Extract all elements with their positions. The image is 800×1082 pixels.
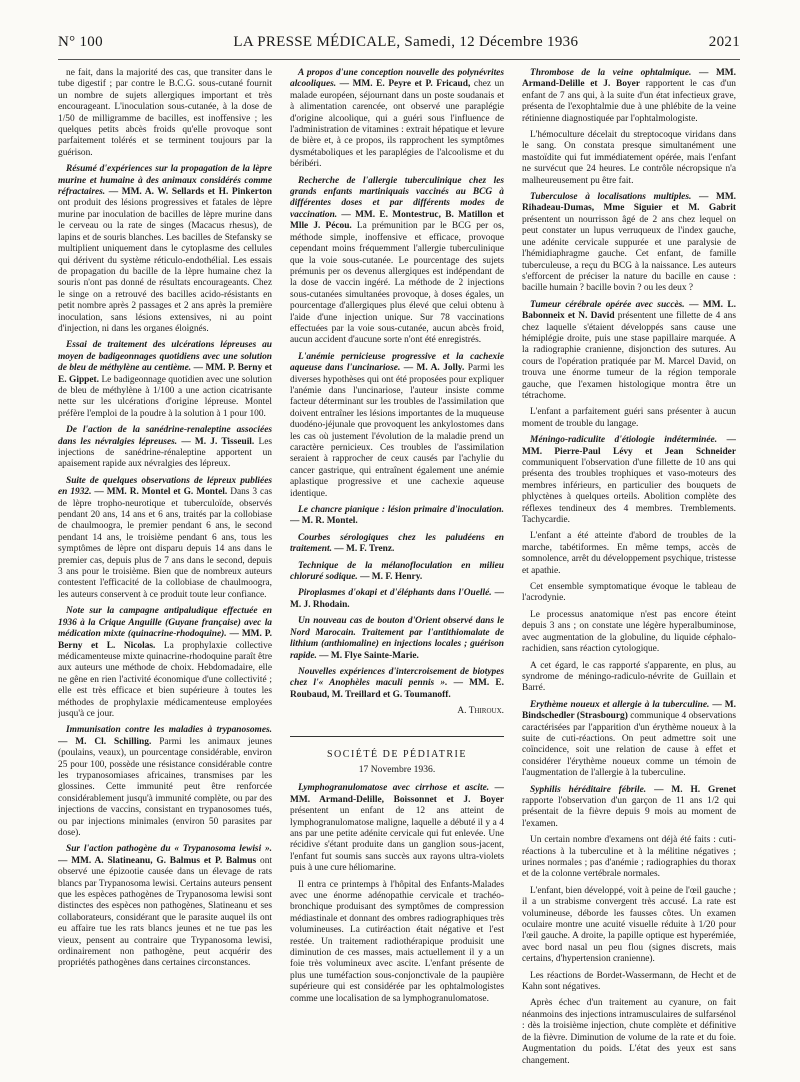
article: [290, 176, 504, 347]
article-title: Note sur la campagne antipaludique effectuée en 1936 à la Crique Anguille (Guyane française) avec la médication mixte (quinacrine-rhodoquine).: [58, 606, 272, 640]
article-title: Essai de traitement des ulcérations lépreuses au moyen de badigeonnages quotidiens avec une solution de bleu de méthylène au centième.: [58, 340, 272, 374]
paragraph: A cet égard, le cas rapporté s'apparente, en plus, au syndrome de méningo-radiculo-névrite de Guillain et Barré.: [522, 660, 736, 694]
article: [58, 340, 272, 420]
article-title: Méningo-radiculite d'étiologie indéterminée.: [530, 435, 718, 446]
paragraph: ne fait, dans la majorité des cas, que transiter dans le tube digestif ; par contre le B.C.G. sous-cutané fournit un nombre de sujets allergiques important et très encourageant. L'inoculation sous-cutanée, à la dose de 1/50 de milligramme de bacilles, est inoffensive ; les quelques petits abcès froids qu'elle provoque sont parfaitement tolérés et se terminent toujours par la guérison.: [58, 68, 272, 158]
article-authors: — MM. L. Babonneix et N. David: [522, 299, 736, 322]
journal-title: LA PRESSE MÉDICALE, Samedi, 12 Décembre 1936: [233, 34, 579, 50]
article: [58, 844, 272, 969]
article-text: communiquent l'observation d'une fillette de 10 ans qui présenta des troubles trophiques et vaso-moteurs des membres inférieurs, en particulier des bouquets de phlyctènes à quelques orteils. Abolition complète des réflexes tendineux des 4 membres. Tremblements. Tachycardie.: [522, 458, 736, 526]
article-title: Courbes sérologiques chez les paludéens en traitement.: [290, 532, 504, 555]
article: [522, 192, 736, 295]
article-columns: [58, 60, 740, 1073]
article-text: La prémunition par le BCG per os, méthode simple, inoffensive et efficace, provoque cependant moins fréquemment l'allergie tuberculinique que la voie sous-cutanée. Le pourcentage des sujets prémunis per os devenus allergiques est indépendant de la dose de vaccin ingéré. La méthode de 2 injections sous-cutanées simultanées provoque, à doses égales, un pourcentage d'allergiques plus élevé que celui obtenu à l'aide d'une injection unique. Sur 78 vaccinations effectuées par la voie sous-cutanée, aucun abcès froid, aucun accident d'aucune sorte n'ont été enregistrés.: [290, 221, 504, 346]
column-middle: [290, 68, 504, 1073]
section-heading: SOCIÉTÉ DE PÉDIATRIE: [290, 736, 504, 760]
article-title: Erythème noueux et allergie à la tuberculine.: [530, 699, 710, 710]
article-authors: — MM. A. Slatineanu, G. Balmus et P. Balmus: [58, 855, 257, 866]
article-authors: — M. R. Montel.: [290, 516, 358, 527]
article: [290, 68, 504, 171]
column-left: [58, 68, 272, 1073]
paragraph: L'enfant, bien développé, voit à peine de l'œil gauche ; il a un strabisme convergent très accusé. La rate est volumineuse, déborde les fausses côtes. Un examen oculaire montre une acuité visuelle réduite à 1/20 pour l'œil gauche. A droite, la papille optique est hyperémiée, avec bord nasal un peu flou (signes discrets, mais certains, d'hypertension cranienne).: [522, 885, 736, 965]
paragraph: L'hémoculture décelait du streptocoque viridans dans le sang. On constata presque simultanément une mastoïdite qui fut immédiatement opérée, mais l'enfant ne survécut que 24 heures. Le contrôle nécropsique n'a malheureusement pu être fait.: [522, 130, 736, 186]
article: [522, 785, 736, 831]
article-title: Piroplasmes d'okapi et d'éléphants dans l'Ouellé.: [298, 588, 492, 599]
article-text: présentent une fillette de 4 ans chez laquelle s'étaient développés sans cause une hémiplégie droite, puis une stase papillaire marquée. A la radiographie cranienne, disjonction des sutures. Au cours de l'opération pratiquée par M. Marcel David, on trouva une énorme tumeur de la région temporale gauche, que l'examen histologique montra être un tétrachome.: [522, 311, 736, 401]
article-title: De l'action de la sanédrine-renaleptine associées dans les névralgies lépreuses.: [58, 425, 272, 447]
article-authors: — M. F. Henry.: [360, 572, 423, 583]
article-authors: — MM. P. Berny et L. Nicolas.: [58, 629, 272, 651]
article: [58, 606, 272, 720]
article: [522, 700, 736, 780]
article-text: rapportent le cas d'un enfant de 7 ans qui, à la suite d'un état infectieux grave, présenta de l'exophtalmie due à une phlébite de la veine rétinienne diagnostiquée par l'ophtalmologiste.: [522, 79, 736, 124]
article-title: Lymphogranulomatose avec cirrhose et ascite.: [298, 783, 490, 794]
paragraph: Il entra ce printemps à l'hôpital des Enfants-Malades avec une énorme adénopathie cervicale et trachéo-bronchique produisant des symptômes de compression médiastinale et donnant des ombres radiographiques très volumineuses. La cutiréaction était négative et l'est restée. Un traitement radiothérapique produisit une diminution de ces masses, mais actuellement il y a un foie très volumineux avec ascite. L'enfant présente de plus une tuméfaction sous-conjonctivale de la paupière supérieure qui est considérée par les ophtalmologistes comme une localisation de sa lymphogranulomatose.: [290, 879, 504, 1004]
article: [290, 352, 504, 500]
article-text: Le badigeonnage quotidien avec une solution de bleu de méthylène à 1/100 a une action cicatrisante nette sur les ulcérations d'origine lépreuse. Montel préfère l'emploi de la poudre à la solution à 1 pour 100.: [58, 374, 272, 419]
article: [58, 725, 272, 839]
article: [522, 68, 736, 125]
article: [522, 300, 736, 403]
article-title: Tumeur cérébrale opérée avec succès.: [530, 299, 685, 310]
article-authors: — M. A. Jolly.: [403, 363, 465, 374]
article: [290, 616, 504, 662]
issue-number: N° 100: [58, 34, 103, 50]
paragraph: L'enfant a parfaitement guéri sans présenter à aucun moment de trouble du langage.: [522, 407, 736, 429]
article-text: ont produit des lésions progressives et fatales de lèpre murine par inoculation de bacilles de lèpre murine dans le cerveau ou la rate de singes (Macacus rhesus), de lapins et de souris blanches. Les bacilles de Stefansky se multiplient uniquement dans le cytoplasme des cellules qui dérivent du système réticulo-endothélial. Les essais de propagation du bacille de la lèpre humaine chez la souris n'ont pas donné de résultats encourageants. Chez le singe on a retrouvé des bacilles acido-résistants en petit nombre après 2 passages et 2 ans après la première inoculation, sans lésions extensives, ni au point d'injection, ni dans les organes éloignés.: [58, 198, 272, 334]
article: [58, 476, 272, 601]
article-title: Sur l'action pathogène du « Trypanosoma lewisi ».: [66, 844, 272, 855]
article: [58, 164, 272, 335]
article-text: présentent un nourrisson âgé de 2 ans chez lequel on peut constater un lupus verruqueux de l'index gauche, une adénite cervicale suppurée et une paralysie de l'hémidiaphragme gauche. Cet enfant, de famille tuberculeuse, a reçu du BCG à la naissance. Les auteurs s'efforcent de préciser la nature du bacille en cause : bacille humain ? bacille bovin ? ou les deux ?: [522, 214, 736, 294]
article-authors: — MM. Armand-Delille, Boissonnet et J. Boyer: [290, 783, 504, 805]
author-signature: A. Thiroux.: [457, 706, 504, 717]
article: [290, 505, 504, 528]
article-text: La prophylaxie collective médicamenteuse mixte quinacrine-rhodoquine paraît être aux auteurs une méthode de choix. Hebdomadaire, elle ne gêne en rien l'activité économique d'une collectivité ; elle est très efficace et bien supérieure à toutes les méthodes de prophylaxie médicamenteuse employées jusqu'à ce jour.: [58, 640, 272, 719]
article-title: L'anémie pernicieuse progressive et la cachexie aqueuse dans l'uncinariose.: [290, 351, 504, 374]
article-title: Un nouveau cas de bouton d'Orient observé dans le Nord Marocain. Traitement par l'antithiomalate de lithium (anthiomaline) en injections locales ; guérison rapide.: [290, 616, 504, 661]
paragraph: Le processus anatomique n'est pas encore éteint depuis 3 ans ; on constate une légère hyperalbuminose, avec augmentation de la globuline, du liquide céphalo-rachidien, sans réaction cytologique.: [522, 609, 736, 655]
page-header: [58, 0, 740, 60]
article-title: A propos d'une conception nouvelle des polynévrites alcooliques.: [290, 68, 504, 90]
article: [290, 561, 504, 584]
article-title: Le chancre pianique : lésion primaire d'inoculation.: [298, 505, 504, 516]
article-title: Technique de la mélanofloculation en milieu chloruré sodique.: [290, 560, 504, 583]
article-title: Recherche de l'allergie tuberculinique chez les grands enfants martiniquais vaccinés au BCG à différentes doses et par différents modes de vaccination.: [290, 175, 504, 220]
article-authors: — M. Bindschedler (Strasbourg): [522, 699, 736, 722]
article-title: Syphilis héréditaire fébrile.: [530, 784, 647, 795]
article-authors: — MM. E. Roubaud, M. Treillard et G. Toumanoff.: [290, 678, 504, 700]
article-text: Parmi les diverses hypothèses qui ont été proposées pour expliquer l'anémie dans l'uncinariose, l'auteur insiste comme facteur déterminant sur les troubles de l'assimilation que doivent entraîner les lésions importantes de la muqueuse duodéno-jéjunale que provoquent les ankylostomes dans les cas où justement l'évolution de la maladie prend un caractère pernicieux. Ces troubles de l'assimilation seraient à rapprocher de ceux causés par l'achylie du cancer gastrique, qui entraînent également une anémie aplastique progressive et une cachexie aqueuse identique.: [290, 363, 504, 499]
article-authors: — MM. Armand-Delille et J. Boyer: [522, 68, 736, 90]
article-title: Nouvelles expériences d'intercroisement de biotypes chez l'« Anophèles maculi pennis ».: [290, 666, 504, 689]
paragraph: Après échec d'un traitement au cyanure, on fait néanmoins des injections intramusculaires de sulfarsénol : dès la troisième injection, chute complète et définitive de la fièvre. Diminution de volume de la rate et du foie. Augmentation du poids. L'état des yeux est sans changement.: [522, 998, 736, 1066]
article: [522, 435, 736, 526]
article-text: présentent un enfant de 12 ans atteint de lymphogranulomatose maligne, laquelle a débuté il y a 4 ans par une petite adénite cervicale qui fut enlevée. Une récidive s'étant produite dans un ganglion sous-jacent, l'enfant fut soumis sans succès aux rayons ultra-violets puis à une cure héliomarine.: [290, 806, 504, 874]
article: [290, 783, 504, 874]
article-authors: — M. H. Grenet: [654, 784, 736, 795]
paragraph: L'enfant a été atteinte d'abord de troubles de la marche, tabétiformes. En même temps, accès de somnolence, arrêt du développement psychique, tristesse et apathie.: [522, 531, 736, 576]
article: [58, 425, 272, 471]
article-text: rapporte l'observation d'un garçon de 11 ans 1/2 qui présentait de la fièvre depuis 9 mois au moment de l'examen.: [522, 795, 736, 829]
article-authors: — M. Flye Sainte-Marie.: [319, 650, 419, 661]
article-authors: — M. F. Trenz.: [334, 544, 395, 555]
article-authors: — MM. Pierre-Paul Lévy et Jean Schneider: [522, 435, 736, 457]
article-text: Les injections de sanédrine-rénaleptine apportent un apaisement rapide aux névralgies des lépreux.: [58, 436, 272, 470]
article: [290, 667, 504, 701]
paragraph: Cet ensemble symptomatique évoque le tableau de l'acrodynie.: [522, 582, 736, 604]
article-title: Immunisation contre les maladies à trypanosomes.: [66, 725, 272, 736]
paragraph: Un certain nombre d'examens ont déjà été faits : cuti-réactions à la tuberculine et à la mélitine négatives ; urines normales ; pas d'anémie ; radiographies du thorax et de la colonne vertébrale normales.: [522, 835, 736, 880]
article-authors: — MM. P. Berny et E. Gippet.: [58, 363, 272, 385]
paragraph: Les réactions de Bordet-Wassermann, de Hecht et de Kahn sont négatives.: [522, 970, 736, 993]
article-authors: — MM. A. W. Sellards et H. Pinkerton: [108, 187, 272, 198]
page-number: 2021: [708, 34, 740, 50]
article-authors: — MM. Rihadeau-Dumas, Mme Siguier et M. Gabrit: [522, 192, 736, 214]
article-title: Thrombose de la veine ophtalmique.: [530, 68, 692, 78]
article-text: ont observé une épizootie causée dans un élevage de rats blancs par Trypanosoma lewisi. Certains auteurs pensent que les espèces pathogènes de Trypanosoma lewisi sont distinctes des espèces non pathogènes, Slatineanu et ses collaborateurs, considérant que le parasite auquel ils ont eu affaire tue les rats blancs jeunes et ne tue pas les vieux, pensent au contraire que Trypanosoma lewisi, ordinairement non pathogène, peut acquérir des propriétés pathogènes dans certaines circonstances.: [58, 855, 272, 969]
article-text: Dans 3 cas de lèpre tropho-neurotique et tuberculoïde, observés pendant 20 ans, 14 ans et 6 ans, traités par la collobiase de chaulmoogra, le premier pendant 6 ans, le second pendant 14 ans, le troisième pendant 6 ans, tous les symptômes de lèpre ont disparu depuis 14 ans dans le premier cas, depuis plus de 7 ans dans le second, depuis 3 ans pour le troisième. Bien que de nombreux auteurs contestent l'efficacité de la collobiase de chaulmoogra, les auteurs conservent à ce produit toute leur confiance.: [58, 487, 272, 600]
article-text: communique 4 observations caractérisées par l'apparition d'un érythème noueux à la suite de cuti-réactions. On peut admettre soit une coïncidence, soit une relation de cause à effet et considérer l'érythème noueux comme un témoin de l'augmentation de l'allergie à la tuberculine.: [522, 711, 736, 779]
article-title: Suite de quelques observations de lépreux publiées en 1932.: [58, 475, 272, 498]
article-authors: — MM. E. Montestruc, B. Matillon et Mlle J. Pécou.: [290, 209, 504, 232]
article-title: Résumé d'expériences sur la propagation de la lèpre murine et humaine à des animaux considérés comme réfractaires.: [58, 164, 272, 198]
section-date: 17 Novembre 1936.: [358, 763, 436, 775]
article: [290, 588, 504, 611]
article-title: Tuberculose à localisations multiples.: [530, 192, 692, 203]
column-right: [522, 68, 736, 1073]
article-authors: — MM. R. Montel et G. Montel.: [94, 487, 228, 498]
article: [290, 533, 504, 556]
article-authors: — M. J. Tisseuil.: [181, 436, 255, 447]
article-text: chez un malade européen, séjournant dans un poste soudanais et à alimentation carencée, ont observé une paraplégie d'origine alcoolique, qui a guéri sous l'influence de l'administration de vitamines : extrait hépatique et levure de bière et, à ce propos, ils rapprochent les symptômes dysmétaboliques et les paraplégies de l'alcoolisme et du béribéri.: [290, 79, 504, 170]
article-authors: — M. J. Rhodain.: [290, 588, 504, 610]
article-authors: — M. Cl. Schilling.: [58, 736, 152, 747]
article-text: Parmi les animaux jeunes (poulains, veaux), un pourcentage considérable, environ 25 pour 100, possède une résistance considérable contre les trypanosomiases africaines, transmises par les glossines. Cette immunité peut être renforcée considérablement jusqu'à immunité complète, ou par des injections de vaccins, consistant en trypanosomes tués, ou par injections minimales (environ 50 parasites par dose).: [58, 736, 272, 838]
article-authors: — MM. E. Peyre et P. Fricaud,: [339, 79, 471, 90]
